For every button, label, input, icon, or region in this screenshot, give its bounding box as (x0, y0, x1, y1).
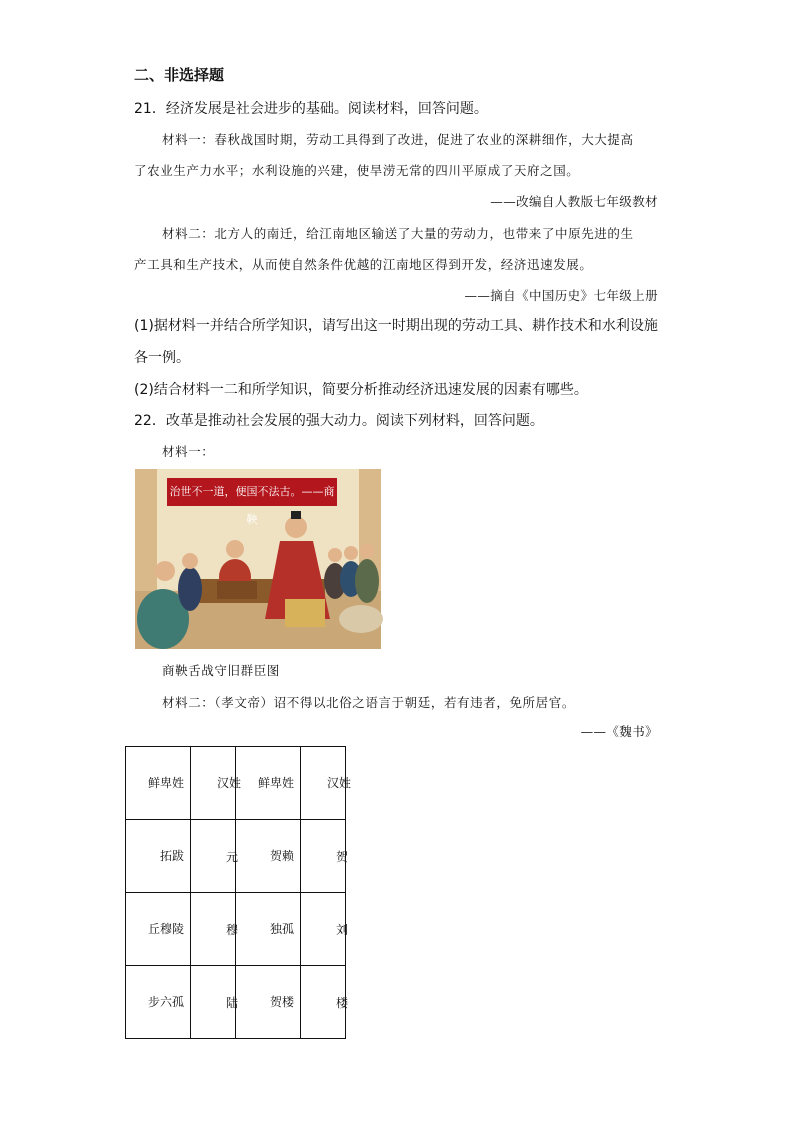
q22-material1-label: 材料一： (162, 444, 215, 459)
table-cell: 元 (191, 820, 236, 893)
q21-material2-line2: 产工具和生产技术，从而使自然条件优越的江南地区得到开发，经济迅速发展。 (134, 257, 593, 272)
table-cell: 陆 (191, 966, 236, 1039)
q21-material1-line1: 材料一：春秋战国时期，劳动工具得到了改进，促进了农业的深耕细作，大大提高 (162, 132, 634, 147)
q21-subquestion-1: (1)据材料一并结合所学知识，请写出这一时期出现的劳动工具、耕作技术和水利设施各一例。 (134, 318, 658, 366)
q22-material2-source: ——《魏书》 (580, 724, 658, 739)
table-header-cell: 鲜卑姓 (236, 747, 301, 820)
table-cell: 贺 (301, 820, 346, 893)
table-cell: 刘 (301, 893, 346, 966)
table-cell: 步六孤 (126, 966, 191, 1039)
table-cell: 拓跋 (126, 820, 191, 893)
shang-yang-debate-illustration (135, 469, 381, 649)
surname-table (125, 746, 352, 1039)
table-cell: 丘穆陵 (126, 893, 191, 966)
table-row (126, 966, 346, 1039)
table-cell: 楼 (301, 966, 346, 1039)
question-22-stem: 22．改革是推动社会发展的强大动力。阅读下列材料，回答问题。 (134, 413, 544, 429)
section-title: 二、非选择题 (134, 66, 225, 84)
table-cell: 贺赖 (236, 820, 301, 893)
q22-material2: 材料二：（孝文帝）诏不得以北俗之语言于朝廷，若有违者，免所居官。 (162, 695, 575, 710)
table-cell: 贺楼 (236, 966, 301, 1039)
q21-material1-line2: 了农业生产力水平；水利设施的兴建，使旱涝无常的四川平原成了天府之国。 (134, 163, 580, 178)
q21-material2-source: ——摘自《中国历史》七年级上册 (464, 288, 658, 303)
table-cell: 穆 (191, 893, 236, 966)
question-21-stem: 21．经济发展是社会进步的基础。阅读材料，回答问题。 (134, 101, 488, 117)
table-header-row (126, 747, 346, 820)
table-row (126, 820, 346, 893)
table-cell: 独孤 (236, 893, 301, 966)
table-header-cell: 汉姓 (301, 747, 346, 820)
q21-material2-line1: 材料二：北方人的南迁，给江南地区输送了大量的劳动力，也带来了中原先进的生 (162, 226, 634, 241)
q21-material1-source: ——改编自人教版七年级教材 (490, 194, 658, 209)
illustration-caption: 商鞅舌战守旧群臣图 (162, 663, 280, 678)
q21-subquestion-2: (2)结合材料一二和所学知识，简要分析推动经济迅速发展的因素有哪些。 (134, 382, 588, 398)
table-row (126, 893, 346, 966)
table-header-cell: 鲜卑姓 (126, 747, 191, 820)
table-header-cell: 汉姓 (191, 747, 236, 820)
illustration-banner: 治世不一道，便国不法古。——商鞅 (167, 478, 337, 506)
